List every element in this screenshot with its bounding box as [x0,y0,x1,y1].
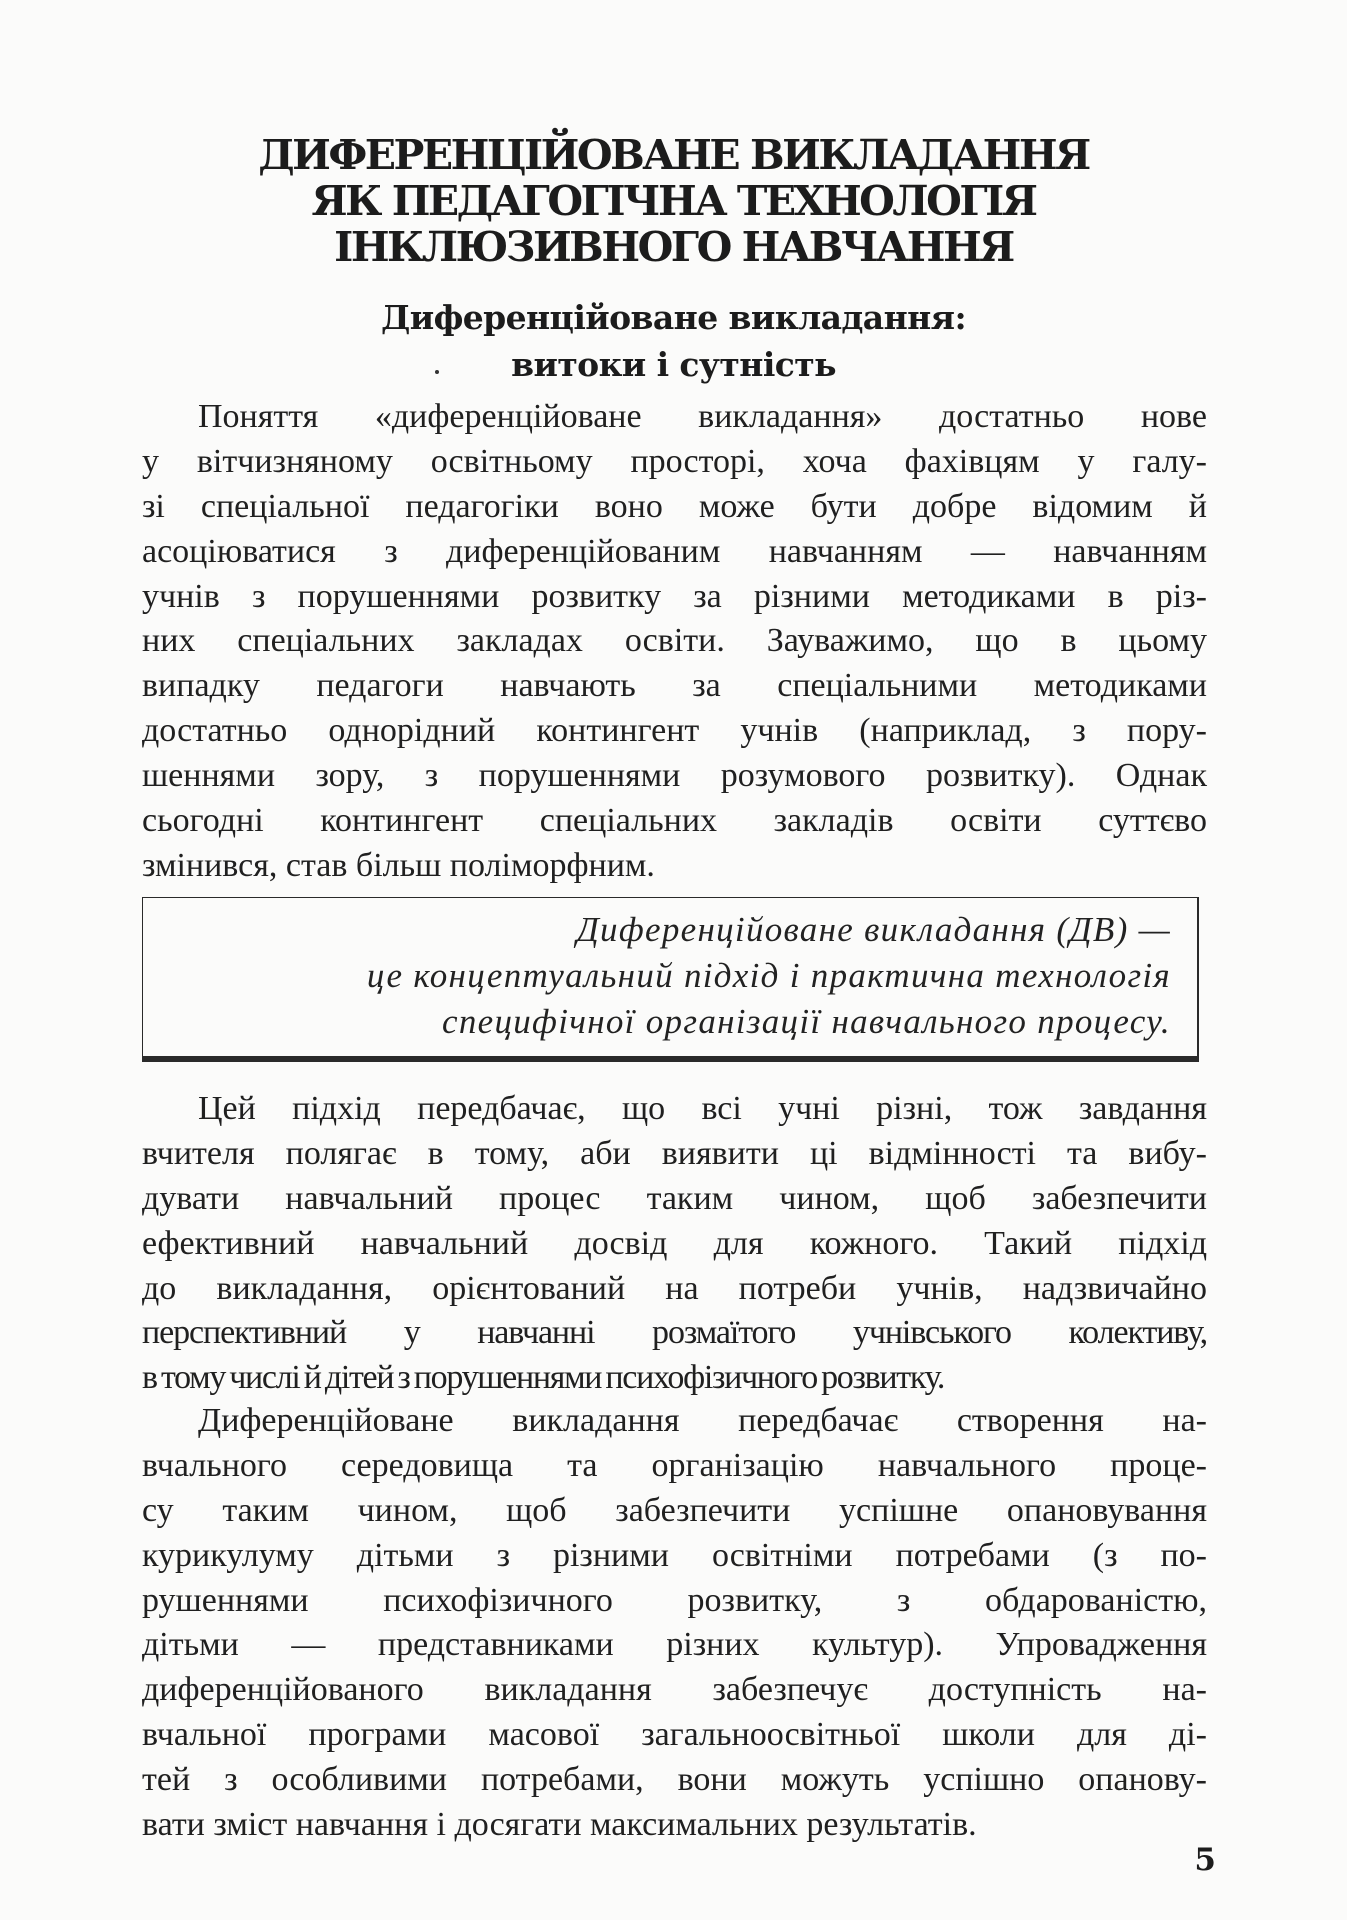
page-title-line-3: ІНКЛЮЗИВНОГО НАВЧАННЯ [334,223,1013,271]
definition-box [142,897,1199,1062]
definition-line-3: специфічної організації навчального процесу. [441,1002,1171,1041]
paragraph-3 [142,1399,1207,1848]
text-line: шеннями зору, з порушеннями розумового розвитку). Однак [142,757,1207,795]
text-line: Диференційоване викладання передбачає створення на- [198,1402,1207,1439]
text-line: вчальної програми масової загальноосвітньої школи для ді- [142,1716,1207,1754]
page-number: 5 [1194,1842,1216,1878]
text-line: достатньо однорідний контингент учнів (наприклад, з пору- [142,712,1207,750]
text-line: су таким чином, щоб забезпечити успішне опановування [142,1491,1207,1529]
page-title-line-2: ЯК ПЕДАГОГІЧНА ТЕХНОЛОГІЯ [311,177,1036,225]
text-line: диференційованого викладання забезпечує доступність на- [142,1671,1207,1709]
text-line: вчального середовища та організацію навчального проце- [142,1446,1207,1484]
print-speck [435,370,439,374]
text-line: учнів з порушеннями розвитку за різними методиками в різ- [142,577,1207,615]
text-line: рушеннями психофізичного розвитку, з обдарованістю, [142,1581,1207,1619]
text-line: асоціюватися з диференційованим навчанням — навчанням [142,532,1207,570]
text-line: вати зміст навчання і досягати максимальних результатів. [142,1806,977,1844]
text-line: випадку педагоги навчають за спеціальними методиками [142,667,1207,705]
definition-line-1: Диференційоване викладання (ДВ) — [576,910,1171,949]
text-line: в тому числі й дітей з порушеннями психофізичного розвитку. [142,1359,945,1397]
text-line: дувати навчальний процес таким чином, щоб забезпечити [142,1179,1207,1217]
text-line: них спеціальних закладах освіти. Зауважимо, що в цьому [142,622,1207,660]
definition-line-2: це концептуальний підхід і практична технологія [366,956,1171,995]
text-line: ефективний навчальний досвід для кожного. Такий підхід [142,1224,1207,1262]
text-line: курикулуму дітьми з різними освітніми потребами (з по- [142,1536,1207,1574]
section-heading-line-2: витоки і сутність [511,345,836,384]
text-line: дітьми — представниками різних культур). Упровадження [142,1626,1207,1664]
paragraph-1 [142,395,1207,889]
text-line: перспективний у навчанні розмаїтого учнівського колективу, [142,1314,1207,1352]
text-line: у вітчизняному освітньому просторі, хоча фахівцям у галу- [142,442,1207,480]
page-title-line-1: ДИФЕРЕНЦІЙОВАНЕ ВИКЛАДАННЯ [258,131,1089,179]
paragraph-2 [142,1087,1207,1401]
text-line: Цей підхід передбачає, що всі учні різні, тож завдання [198,1090,1207,1127]
section-heading-line-1: Диференційоване викладання: [380,298,967,337]
text-line: вчителя полягає в тому, аби виявити ці відмінності та вибу- [142,1134,1207,1172]
text-line: до викладання, орієнтований на потреби учнів, надзвичайно [142,1269,1207,1307]
text-line: сьогодні контингент спеціальних закладів освіти суттєво [142,802,1207,840]
text-line: тей з особливими потребами, вони можуть успішно опанову- [142,1761,1207,1799]
text-line: зі спеціальної педагогіки воно може бути добре відомим й [142,487,1207,525]
text-line: Поняття «диференційоване викладання» достатньо нове [198,398,1207,435]
text-line: змінився, став більш поліморфним. [142,846,655,884]
